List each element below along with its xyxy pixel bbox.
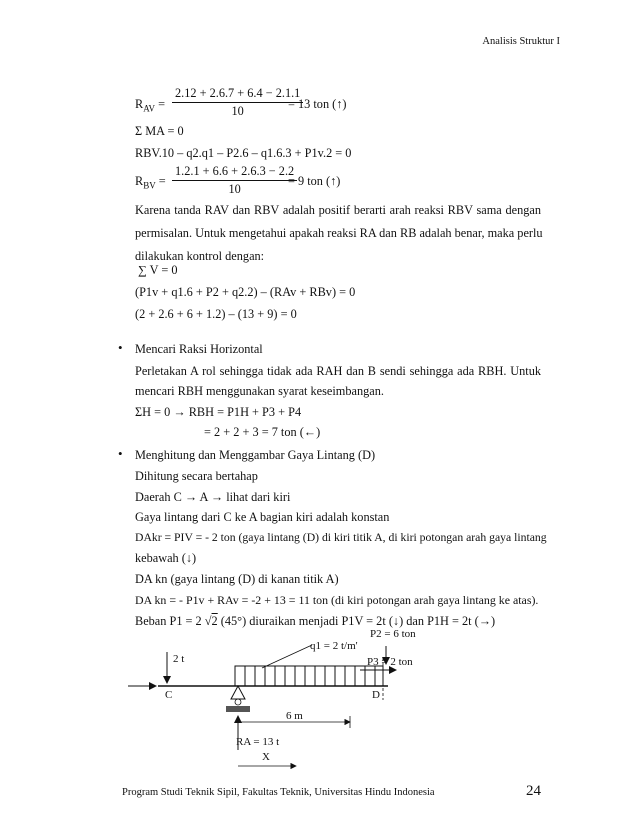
shear-line-6: DA kn (gaya lintang (D) di kanan titik A) xyxy=(135,572,339,586)
shear-line-3: Gaya lintang dari C ke A bagian kiri adalah konstan xyxy=(135,510,390,524)
shear-title: Menghitung dan Menggambar Gaya Lintang (D) xyxy=(135,448,376,462)
label-ra: RA = 13 t xyxy=(236,736,280,748)
rav-denominator: 10 xyxy=(231,104,244,118)
sum-v: ∑ V = 0 xyxy=(138,263,178,277)
control-line-2: (2 + 2.6 + 6 + 1.2) – (13 + 9) = 0 xyxy=(135,307,297,321)
shear-line-8-a: Beban P1 = 2 xyxy=(135,614,202,628)
horizontal-eq-2: = 2 + 2 + 3 = 7 ton (←) xyxy=(204,425,321,439)
sqrt-value: 2 xyxy=(211,614,218,628)
q1-leader xyxy=(262,645,312,668)
rav-numerator: 2.12 + 2.6.7 + 6.4 − 2.1.1 xyxy=(172,86,303,103)
rbv-result: = 9 ton (↑) xyxy=(288,174,341,188)
shear-line-8-b: (45°) diuraikan menjadi P1V = 2t (↓) dan P1H = 2t (→) xyxy=(220,614,496,628)
sum-ma: Σ MA = 0 xyxy=(135,124,184,138)
rbv-moment: RBV.10 – q2.q1 – P2.6 – q1.6.3 + P1v.2 = 0 xyxy=(135,146,352,160)
sqrt-symbol: √2 xyxy=(204,614,218,628)
label-p2: P2 = 6 ton xyxy=(370,628,416,640)
karena-line-3: dilakukan kontrol dengan: xyxy=(135,249,265,263)
label-span: 6 m xyxy=(286,710,303,722)
bullet-horizontal: • xyxy=(118,340,123,355)
q1-load-ticks xyxy=(245,666,375,686)
horizontal-line-2: mencari RBH menggunakan syarat keseimbangan. xyxy=(135,384,384,398)
control-line-1: (P1v + q1.6 + P2 + q2.2) – (RAv + RBv) = 0 xyxy=(135,285,356,299)
rav-result: = 13 ton (↑) xyxy=(288,97,347,111)
rav-eq: = xyxy=(158,97,166,111)
karena-line-1: Karena tanda RAV dan RBV adalah positif berarti arah reaksi RBV sama dengan xyxy=(135,203,541,217)
footer-text: Program Studi Teknik Sipil, Fakultas Teknik, Universitas Hindu Indonesia xyxy=(122,787,435,798)
rav-label: $R_{AV}$ = xyxy=(135,97,166,114)
rbv-numerator: 1.2.1 + 6.6 + 2.6.3 − 2.2 xyxy=(172,164,297,181)
rbv-sub: BV xyxy=(143,180,156,191)
rbv-eq: = xyxy=(158,174,166,188)
shear-line-4: DAkr = PIV = - 2 ton (gaya lintang (D) di kiri titik A, di kiri potongan arah gaya lintang xyxy=(135,531,547,544)
shear-line-7: DA kn = - P1v + RAv = -2 + 13 = 11 ton (di kiri potongan arah gaya lintang ke atas). xyxy=(135,593,539,607)
label-c: C xyxy=(165,689,173,701)
karena-line-2: permisalan. Untuk mengetahui apakah reaksi RA dan RB adalah benar, maka perlu xyxy=(135,226,543,240)
horizontal-title: Mencari Raksi Horizontal xyxy=(135,342,263,356)
rbv-denominator: 10 xyxy=(228,182,241,196)
bullet-shear: • xyxy=(118,446,123,461)
label-x: X xyxy=(262,751,270,763)
page-number: 24 xyxy=(526,783,541,799)
shear-line-2: Daerah C → A → lihat dari kiri xyxy=(135,490,291,504)
q1-load-box xyxy=(235,666,383,686)
rav-sub: AV xyxy=(143,103,156,114)
label-p3: P3 = 2 ton xyxy=(367,656,413,668)
running-header: Analisis Struktur I xyxy=(482,36,560,47)
horizontal-line-1: Perletakan A rol sehingga tidak ada RAH dan B sendi sehingga ada RBH. Untuk xyxy=(135,364,541,378)
support-roller xyxy=(235,699,241,705)
support-ground xyxy=(226,706,250,712)
label-q1: q1 = 2 t/m' xyxy=(310,640,358,652)
label-2t: 2 t xyxy=(173,653,185,665)
label-d: D xyxy=(372,689,380,701)
support-a xyxy=(231,686,245,699)
rbv-label: $R_{BV}$ = xyxy=(135,174,166,191)
horizontal-eq-1: ΣH = 0 → RBH = P1H + P3 + P4 xyxy=(135,405,302,419)
shear-line-5: kebawah (↓) xyxy=(135,551,197,565)
shear-line-1: Dihitung secara bertahap xyxy=(135,469,258,483)
